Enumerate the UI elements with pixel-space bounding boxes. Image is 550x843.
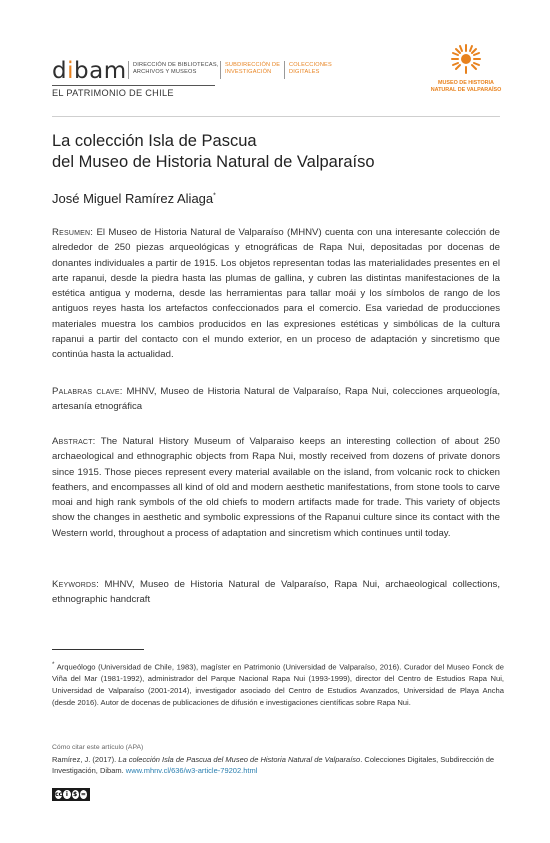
top-divider	[52, 116, 500, 117]
resumen-label: Resumen:	[52, 227, 94, 238]
abstract-label: Abstract:	[52, 436, 96, 447]
header-dibam-unit: DIRECCIÓN DE BIBLIOTECAS, ARCHIVOS Y MUSEOS	[133, 62, 219, 75]
footnote-rule	[52, 649, 144, 650]
citation-link[interactable]: www.mhnv.cl/636/w3-article-79202.html	[125, 766, 258, 776]
keywords-label: Keywords:	[52, 579, 100, 590]
creative-commons-badge-icon: cc i $ =	[52, 788, 90, 801]
museum-logo-text: MUSEO DE HISTORIA NATURAL DE VALPARAÍSO	[430, 80, 502, 93]
palabras-clave-paragraph: Palabras clave: MHNV, Museo de Historia Natural de Valparaíso, Rapa Nui, colecciones arqueología, artesanía etnográfica	[52, 386, 500, 413]
abstract-paragraph: Abstract: The Natural History Museum of Valparaiso keeps an interesting collection of about 250 archaeological and ethnographic objects from Rapa Nui, mostly received from dozens of private donors since 1915. Those pieces represent every material available on the island, from volcanic rock to chicken feathers, and encompasses all kind of old and modern aesthetic manifestations, from stone tools to carve moai and high rank symbols of the old chiefs to modern artifacts made for trade. This variety of objects show the changes in aesthetic and symbolic expressions of the Rapanui culture since its contact with the Western world, throughout a process of adaptation and sincretism which continues until today.	[52, 436, 500, 539]
resumen-paragraph: Resumen: El Museo de Historia Natural de Valparaíso (MHNV) cuenta con una interesante colección de alrededor de 250 piezas arqueológicas y etnográficas de Rapa Nui, depositadas por docenas de donantes individuales a partir de 1915. Los objetos representan todas las materialidades presentes en el arte rapanui, desde la piedra hasta las plumas de gallina, y cubren las distintas manifestaciones de la estética antigua y moderna, desde las herramientas para tallar moái y los símbolos de rango de los antiguos reyes hasta los artefactos confeccionados para el comercio. Esa variedad de producciones materiales muestra los cambios producidos en las expresiones estéticas y simbólicas de la cultura rapanui a partir del contacto con el mundo exterior, en un proceso de adaptación y sincretismo que continúa hasta la actualidad.	[52, 227, 500, 361]
article-title: La colección Isla de Pascua del Museo de Historia Natural de Valparaíso	[52, 132, 375, 171]
header-divider	[128, 61, 129, 79]
citation-text: Ramírez, J. (2017). La colección Isla de Pascua del Museo de Historia Natural de Valparaíso. Colecciones Digitales, Subdirección de Investigación, Dibam. www.mhnv.cl/636/w3-article-79202.html	[52, 755, 495, 776]
keywords-paragraph: Keywords: MHNV, Museo de Historia Natural de Valparaíso, Rapa Nui, archaeological collections, ethnographic handcraft	[52, 579, 500, 606]
header-tagline: EL PATRIMONIO DE CHILE	[52, 88, 174, 98]
header-divider	[284, 61, 285, 79]
palabras-clave-label: Palabras clave:	[52, 386, 123, 397]
header-rule	[52, 85, 215, 86]
sun-burst-icon	[449, 42, 483, 76]
header-divider	[220, 61, 221, 79]
header-colecciones: COLECCIONES DIGITALES	[289, 62, 332, 75]
citation-label: Cómo citar este artículo (APA)	[52, 744, 144, 751]
author-footnote: * Arqueólogo (Universidad de Chile, 1983), magíster en Patrimonio (Universidad de Valparaíso, 2016). Curador del Museo Fonck de Viña del Mar (1981-1992), administrador del Parque Nacional Rapa Nui (1993-1999), director del Centro de Estudios Rapa Nui, Universidad de Valparaíso (2001-2014), investigador asociado del Centro de Estudios Avanzados, Universidad de Playa Ancha (desde 2016). Autor de docenas de publicaciones de difusión e investigaciones científicas sobre Rapa Nui.	[52, 661, 504, 707]
article-author: José Miguel Ramírez Aliaga*	[52, 191, 216, 206]
header-subdireccion: SUBDIRECCIÓN DE INVESTIGACIÓN	[225, 62, 281, 75]
dibam-logo: dibam	[52, 58, 127, 84]
